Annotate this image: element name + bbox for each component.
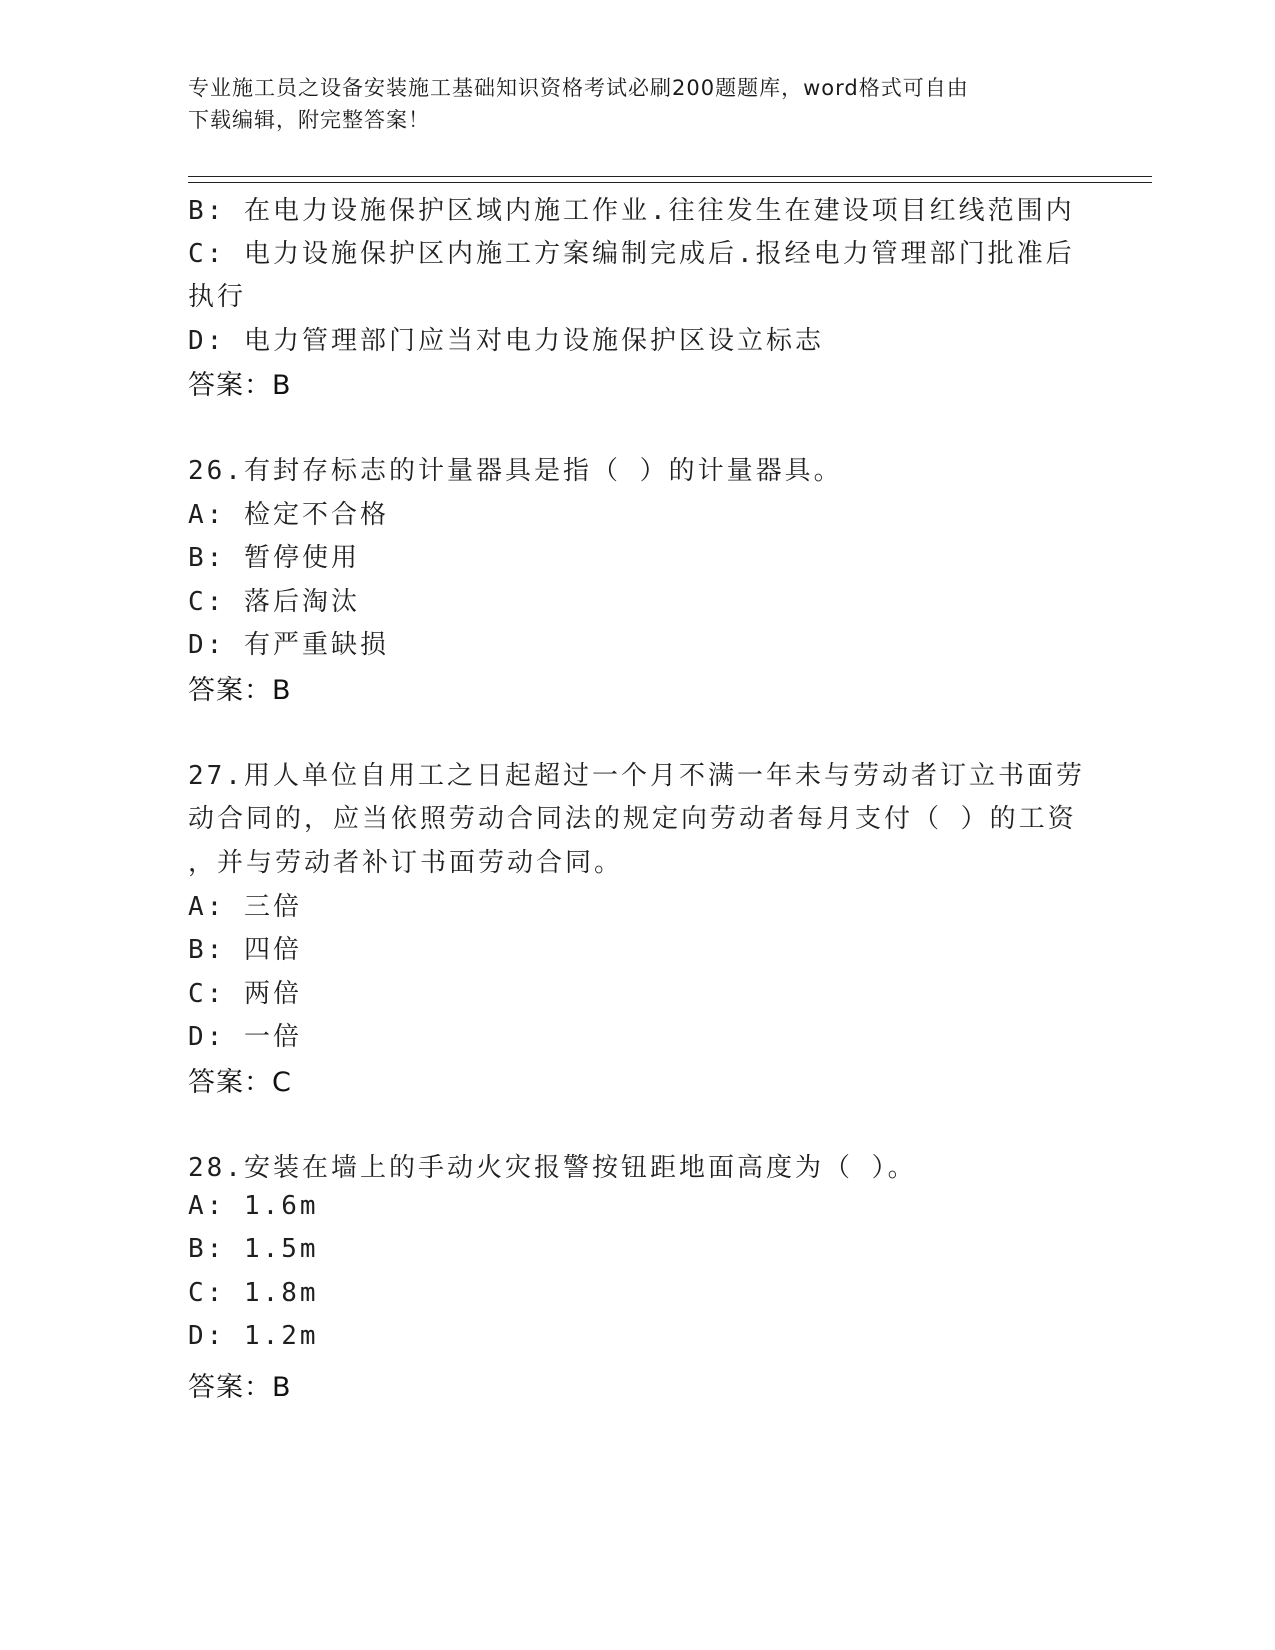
header-divider-bottom bbox=[188, 182, 1152, 183]
header-line-1: 专业施工员之设备安装施工基础知识资格考试必刷200题题库，word格式可自由 bbox=[188, 76, 969, 100]
q27-question-line3: ，并与劳动者补订书面劳动合同。 bbox=[188, 848, 624, 878]
q25-option-c-line1: C: 电力设施保护区内施工方案编制完成后.报经电力管理部门批准后 bbox=[188, 239, 1075, 269]
q27-option-b: B: 四倍 bbox=[188, 935, 302, 965]
document-header bbox=[188, 72, 1068, 136]
q26-option-a: A: 检定不合格 bbox=[188, 500, 389, 530]
q25-answer: 答案：B bbox=[188, 370, 292, 401]
q25-option-d: D: 电力管理部门应当对电力设施保护区设立标志 bbox=[188, 326, 824, 356]
q27-option-c: C: 两倍 bbox=[188, 979, 302, 1009]
q26-option-c: C: 落后淘汰 bbox=[188, 587, 360, 617]
q28-option-a: A: 1.6m bbox=[188, 1191, 319, 1221]
q25-option-b: B: 在电力设施保护区域内施工作业.往往发生在建设项目红线范围内 bbox=[188, 196, 1075, 226]
q28-option-b: B: 1.5m bbox=[188, 1234, 319, 1264]
q26-option-d: D: 有严重缺损 bbox=[188, 630, 389, 660]
q25-option-c-line2: 执行 bbox=[188, 282, 247, 312]
q28-option-d: D: 1.2m bbox=[188, 1321, 319, 1351]
q27-option-d: D: 一倍 bbox=[188, 1022, 302, 1052]
q28-answer: 答案：B bbox=[188, 1372, 292, 1403]
q27-question-line1: 27.用人单位自用工之日起超过一个月不满一年未与劳动者订立书面劳 bbox=[188, 761, 1085, 791]
q26-question: 26.有封存标志的计量器具是指（ ）的计量器具。 bbox=[188, 456, 843, 486]
q27-question-line2: 动合同的，应当依照劳动合同法的规定向劳动者每月支付（ ）的工资 bbox=[188, 804, 1077, 834]
header-divider-top bbox=[188, 176, 1152, 177]
q26-option-b: B: 暂停使用 bbox=[188, 543, 360, 573]
q27-answer: 答案：C bbox=[188, 1067, 292, 1098]
q28-option-c: C: 1.8m bbox=[188, 1278, 319, 1308]
q26-answer: 答案：B bbox=[188, 675, 292, 706]
header-line-2: 下载编辑，附完整答案！ bbox=[188, 108, 430, 132]
q28-question: 28.安装在墙上的手动火灾报警按钮距地面高度为（ ）。 bbox=[188, 1153, 917, 1183]
q27-option-a: A: 三倍 bbox=[188, 892, 302, 922]
